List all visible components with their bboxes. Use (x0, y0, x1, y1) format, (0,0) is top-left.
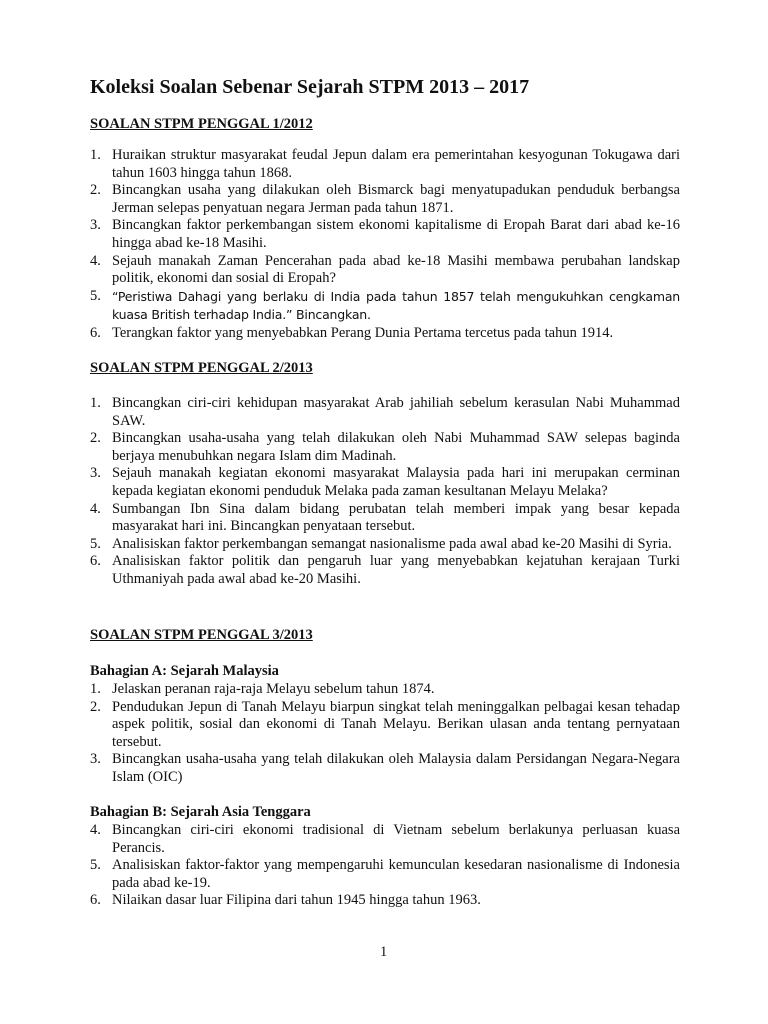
question-item: 3. Sejauh manakah kegiatan ekonomi masyarakat Malaysia pada hari ini merupakan cerminan kepada kegiatan ekonomi penduduk Melaka pada zaman kesultanan Melayu Melaka? (90, 465, 680, 499)
question-item: 2. Bincangkan usaha-usaha yang telah dilakukan oleh Nabi Muhammad SAW selepas baginda berjaya menubuhkan negara Islam dim Madinah. (90, 430, 680, 464)
question-list-bahagian-a (90, 681, 680, 787)
question-item: 5. Analisiskan faktor perkembangan semangat nasionalisme pada awal abad ke-20 Masihi di Syria. (90, 535, 672, 552)
section-heading-penggal-1-2012: SOALAN STPM PENGGAL 1/2012 (90, 116, 313, 132)
question-item: 3. Bincangkan usaha-usaha yang telah dilakukan oleh Malaysia dalam Persidangan Negara-Negara Islam (OIC) (90, 751, 680, 785)
question-item: 1. Huraikan struktur masyarakat feudal Jepun dalam era pemerintahan kesyogunan Tokugawa dari tahun 1603 hingga tahun 1868. (90, 147, 680, 181)
question-item: 6. Terangkan faktor yang menyebabkan Perang Dunia Pertama tercetus pada tahun 1914. (90, 324, 614, 341)
page-number: 1 (380, 944, 388, 960)
page-title: Koleksi Soalan Sebenar Sejarah STPM 2013 – 2017 (90, 76, 530, 98)
question-item: 2. Pendudukan Jepun di Tanah Melayu biarpun singkat telah meninggalkan pelbagai kesan tehadap aspek politik, sosial dan ekonomi di Tanah Melayu. Berikan ulasan anda tentang pernyataan tersebut. (90, 698, 680, 750)
question-item: 5. “Peristiwa Dahagi yang berlaku di India pada tahun 1857 telah mengukuhkan cengkaman kuasa British terhadap India.” Bincangkan. (90, 287, 680, 323)
section-heading-penggal-3-2013: SOALAN STPM PENGGAL 3/2013 (90, 627, 313, 643)
subheading-bahagian-a: Bahagian A: Sejarah Malaysia (90, 663, 279, 679)
question-item: 3. Bincangkan faktor perkembangan sistem ekonomi kapitalisme di Eropah Barat dari abad ke-16 hingga abad ke-18 Masihi. (90, 217, 680, 251)
question-item: 4. Sumbangan Ibn Sina dalam bidang perubatan telah memberi impak yang besar kepada masyarakat hari ini. Bincangkan penyataan tersebut. (90, 500, 680, 535)
question-item: 4. Bincangkan ciri-ciri ekonomi tradisional di Vietnam sebelum berlakunya perluasan kuasa Perancis. (90, 822, 680, 856)
question-list-bahagian-b (90, 822, 680, 910)
section-heading-penggal-2-2013: SOALAN STPM PENGGAL 2/2013 (90, 360, 313, 376)
subheading-bahagian-b: Bahagian B: Sejarah Asia Tenggara (90, 804, 311, 820)
question-item: 5. Analisiskan faktor-faktor yang mempengaruhi kemunculan kesedaran nasionalisme di Indonesia pada abad ke-19. (90, 857, 680, 891)
question-item: 6. Analisiskan faktor politik dan pengaruh luar yang menyebabkan kejatuhan kerajaan Turki Uthmaniyah pada awal abad ke-20 Masihi. (90, 553, 680, 587)
question-list-penggal-1 (90, 147, 680, 343)
question-item: 1. Jelaskan peranan raja-raja Melayu sebelum tahun 1874. (90, 681, 435, 697)
question-item: 4. Sejauh manakah Zaman Pencerahan pada abad ke-18 Masihi membawa perubahan landskap politik, ekonomi dan sosial di Eropah? (90, 252, 680, 287)
question-item: 6. Nilaikan dasar luar Filipina dari tahun 1945 hingga tahun 1963. (90, 892, 481, 909)
question-item: 1. Bincangkan ciri-ciri kehidupan masyarakat Arab jahiliah sebelum kerasulan Nabi Muhammad SAW. (90, 395, 680, 429)
question-list-penggal-2 (90, 395, 680, 589)
question-item: 2. Bincangkan usaha yang dilakukan oleh Bismarck bagi menyatupadukan penduduk berbangsa Jerman selepas penyatuan negara Jerman pada tahun 1871. (90, 182, 680, 216)
